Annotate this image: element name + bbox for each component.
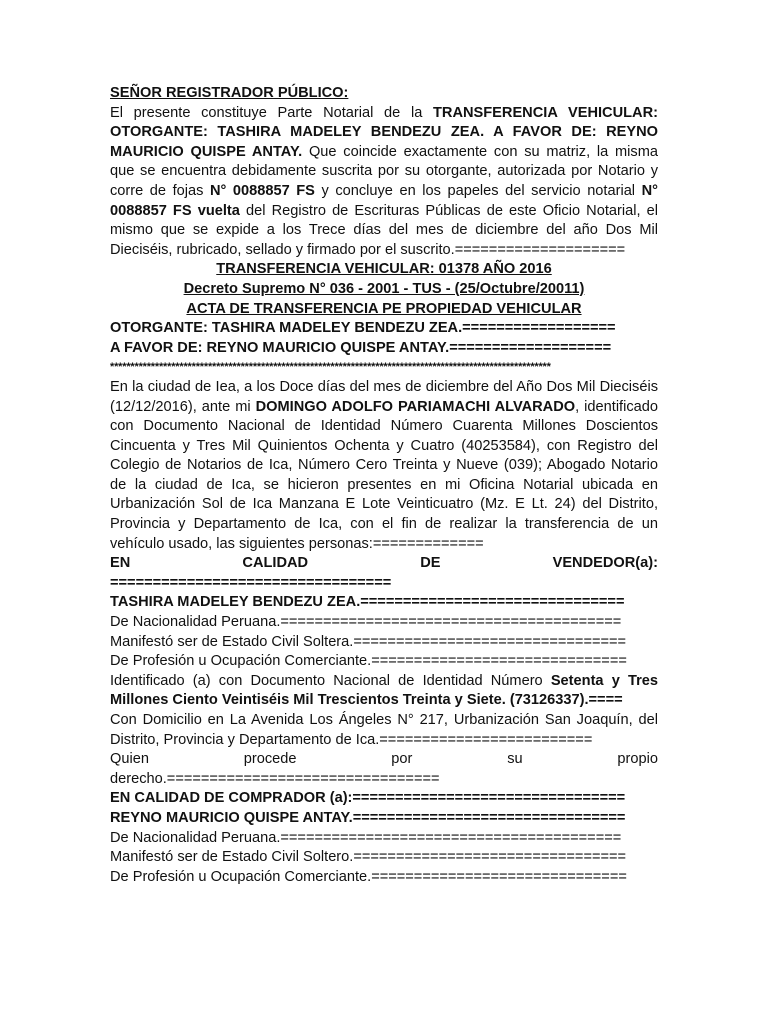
asterisk-separator: ************************************************************************************************************: [110, 361, 551, 374]
vendedor-civil-status: Manifestó ser de Estado Civil Soltera.================================: [110, 633, 627, 650]
transfer-title: TRANSFERENCIA VEHICULAR: 01378 AÑO 2016: [216, 261, 552, 278]
document-heading: SEÑOR REGISTRADOR PÚBLICO:: [110, 85, 349, 101]
intro-paragraph: [110, 104, 658, 261]
intro-text-3: y concluye en los papeles del servicio notarial: [314, 182, 642, 199]
vendedor-id-text: Identificado (a) con Documento Nacional de Identidad Número: [110, 672, 551, 689]
body-text-2: , identificado con Documento Nacional de Identidad Número Cuarenta Millones Doscientos Cincuenta y Tres Mil Quinientos Ochenta y Cuatro (40253584), con Registro del Colegio de Notarios de Ica, Número Cero Treinta y Nueve (039); Abogado Notario de la ciudad de Ica, se hicieron presentes en mi Oficina Notarial ubicada en Urbanización Sol de Ica Manzana E Lote Veinticuatro (Mz. E Lt. 24) del Distrito, Provincia y Departamento de Ica, con el fin de realizar la transferencia de un vehículo usado, las siguientes personas:=============: [110, 398, 659, 552]
body-paragraph: [110, 378, 658, 554]
comprador-profession: De Profesión u Ocupación Comerciante.==============================: [110, 868, 627, 885]
comprador-civil-status: Manifestó ser de Estado Civil Soltero.================================: [110, 849, 627, 866]
vendedor-heading: EN CALIDAD DE VENDEDOR(a):: [110, 555, 658, 572]
vendedor-nationality: De Nacionalidad Peruana.========================================: [110, 614, 622, 631]
favor-line: A FAVOR DE: REYNO MAURICIO QUISPE ANTAY.===================: [110, 339, 612, 356]
act-title: ACTA DE TRANSFERENCIA PE PROPIEDAD VEHICULAR: [186, 300, 582, 317]
intro-text-2: Que coincide exactamente con su matriz, la misma que se encuentra debidamente suscrita por su otorgante, autorizada por Notario y corre de fojas: [110, 143, 658, 199]
notary-name: DOMINGO ADOLFO PARIAMACHI ALVARADO: [255, 398, 576, 415]
vendedor-equals-line: =================================: [110, 574, 392, 591]
vendedor-proceeds: Quien procede por su propio derecho.================================: [110, 751, 658, 787]
decree-title: Decreto Supremo N° 036 - 2001 - TUS - (25/Octubre/20011): [183, 280, 585, 297]
notarial-document: [110, 84, 658, 887]
intro-bold-parties: TRANSFERENCIA VEHICULAR: OTORGANTE: TASHIRA MADELEY BENDEZU ZEA. A FAVOR DE: REYNO MAURICIO QUISPE ANTAY.: [110, 104, 658, 160]
comprador-heading: EN CALIDAD DE COMPRADOR (a):================================: [110, 790, 626, 807]
vendedor-domicile: Con Domicilio en La Avenida Los Ángeles N° 217, Urbanización San Joaquín, del Distrito, Provincia y Departamento de Ica.=========================: [110, 712, 658, 748]
comprador-name: REYNO MAURICIO QUISPE ANTAY.================================: [110, 809, 626, 826]
comprador-nationality: De Nacionalidad Peruana.========================================: [110, 829, 622, 846]
intro-bold-folio-back: N° 0088857 FS vuelta: [110, 182, 658, 219]
otorgante-line: OTORGANTE: TASHIRA MADELEY BENDEZU ZEA.==================: [110, 320, 616, 337]
vendedor-profession: De Profesión u Ocupación Comerciante.==============================: [110, 653, 627, 670]
vendedor-id-number: Setenta y Tres Millones Ciento Veintiséis Mil Trescientos Treinta y Siete. (73126337).====: [110, 672, 658, 709]
vendedor-name: TASHIRA MADELEY BENDEZU ZEA.===============================: [110, 594, 625, 611]
body-text-1: En la ciudad de Iea, a los Doce días del mes de diciembre del Año Dos Mil Dieciséis (12/12/2016), ante mi: [110, 378, 658, 415]
intro-text-4: del Registro de Escrituras Públicas de este Oficio Notarial, el mismo que se expide a los Trece días del mes de diciembre del año Dos Mil Dieciséis, rubricado, sellado y firmado por el suscrito.====================: [110, 202, 659, 258]
vendedor-identification: [110, 672, 658, 711]
intro-bold-folio: N° 0088857 FS: [209, 182, 315, 199]
intro-text-1: El presente constituye Parte Notarial de la: [110, 104, 433, 121]
